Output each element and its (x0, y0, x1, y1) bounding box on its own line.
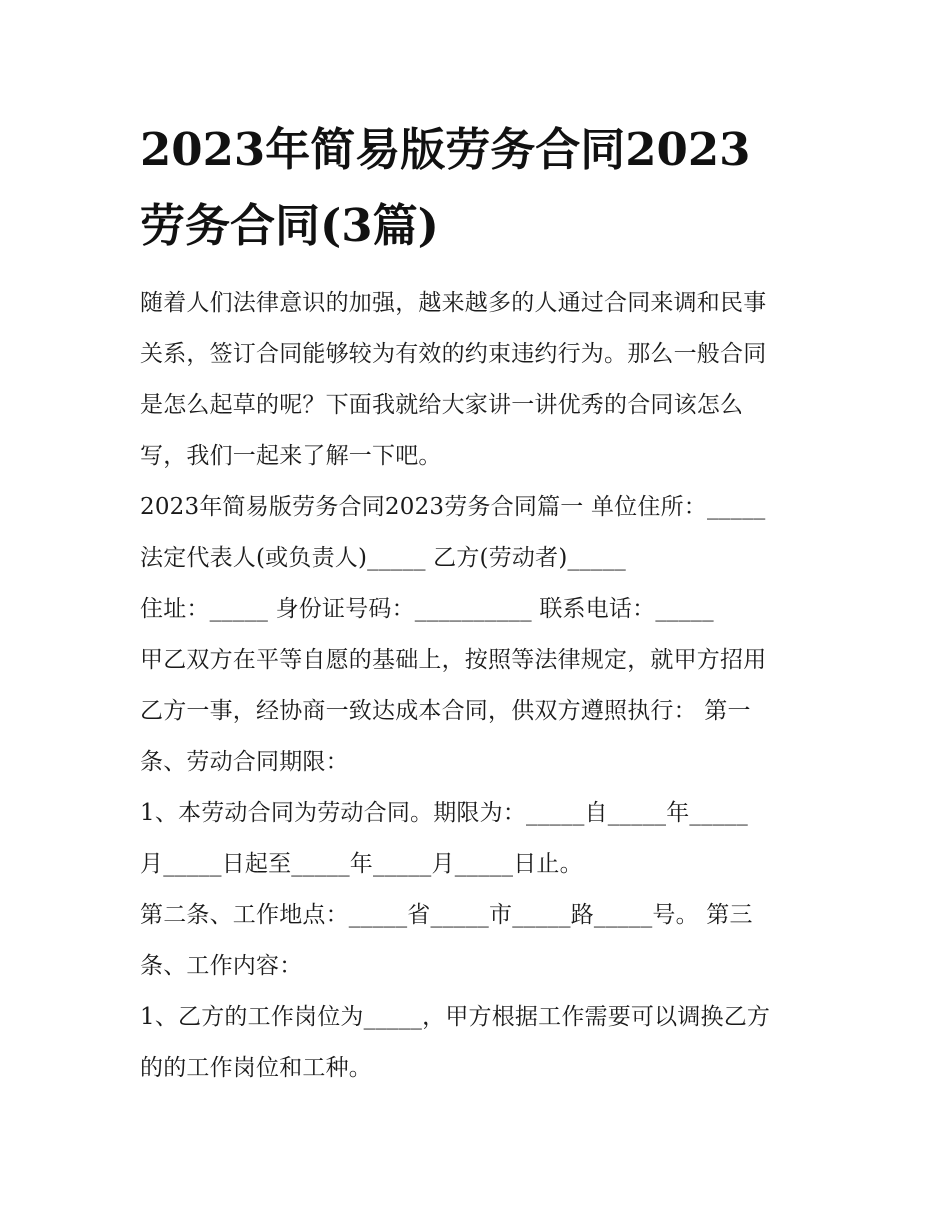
agreement-paragraph (140, 635, 812, 788)
intro-paragraph (140, 278, 812, 482)
text-line: 月_____日起至_____年_____月_____日止。 (140, 851, 583, 877)
text-line: 乙方一事，经协商一致达成本合同，供双方遵照执行： 第一 (140, 698, 751, 724)
text-line: 1、乙方的工作岗位为_____，甲方根据工作需要可以调换乙方 (140, 1004, 771, 1030)
contract-header-paragraph (140, 482, 812, 584)
text-line: 的的工作岗位和工种。 (140, 1055, 372, 1081)
text-line: 1、本劳动合同为劳动合同。期限为：_____自_____年_____ (140, 800, 748, 826)
text-line: 条、劳动合同期限： (140, 749, 349, 775)
title-line: 劳务合同(3篇) (140, 199, 439, 252)
text-line: 写，我们一起来了解一下吧。 (140, 443, 442, 469)
text-line: 住址：_____ 身份证号码：__________ 联系电话：_____ (140, 596, 714, 622)
title-line: 2023年简易版劳务合同2023 (140, 123, 751, 176)
work-location-paragraph (140, 890, 812, 992)
work-content-paragraph (140, 992, 812, 1094)
text-line: 是怎么起草的呢？下面我就给大家讲一讲优秀的合同该怎么 (140, 392, 744, 418)
document-title (140, 112, 812, 264)
text-line: 第二条、工作地点：_____省_____市_____路_____号。 第三 (140, 902, 753, 928)
text-line: 条、工作内容： (140, 953, 303, 979)
text-line: 甲乙双方在平等自愿的基础上，按照等法律规定，就甲方招用 (140, 647, 767, 673)
text-line: 2023年简易版劳务合同2023劳务合同篇一 单位住所：_____ (140, 494, 766, 520)
text-line: 法定代表人(或负责人)_____ 乙方(劳动者)_____ (140, 545, 627, 571)
contract-term-paragraph (140, 788, 812, 890)
document-content (140, 112, 812, 1094)
party-info-paragraph (140, 584, 812, 635)
text-line: 随着人们法律意识的加强，越来越多的人通过合同来调和民事 (140, 290, 767, 316)
text-line: 关系，签订合同能够较为有效的约束违约行为。那么一般合同 (140, 341, 767, 367)
